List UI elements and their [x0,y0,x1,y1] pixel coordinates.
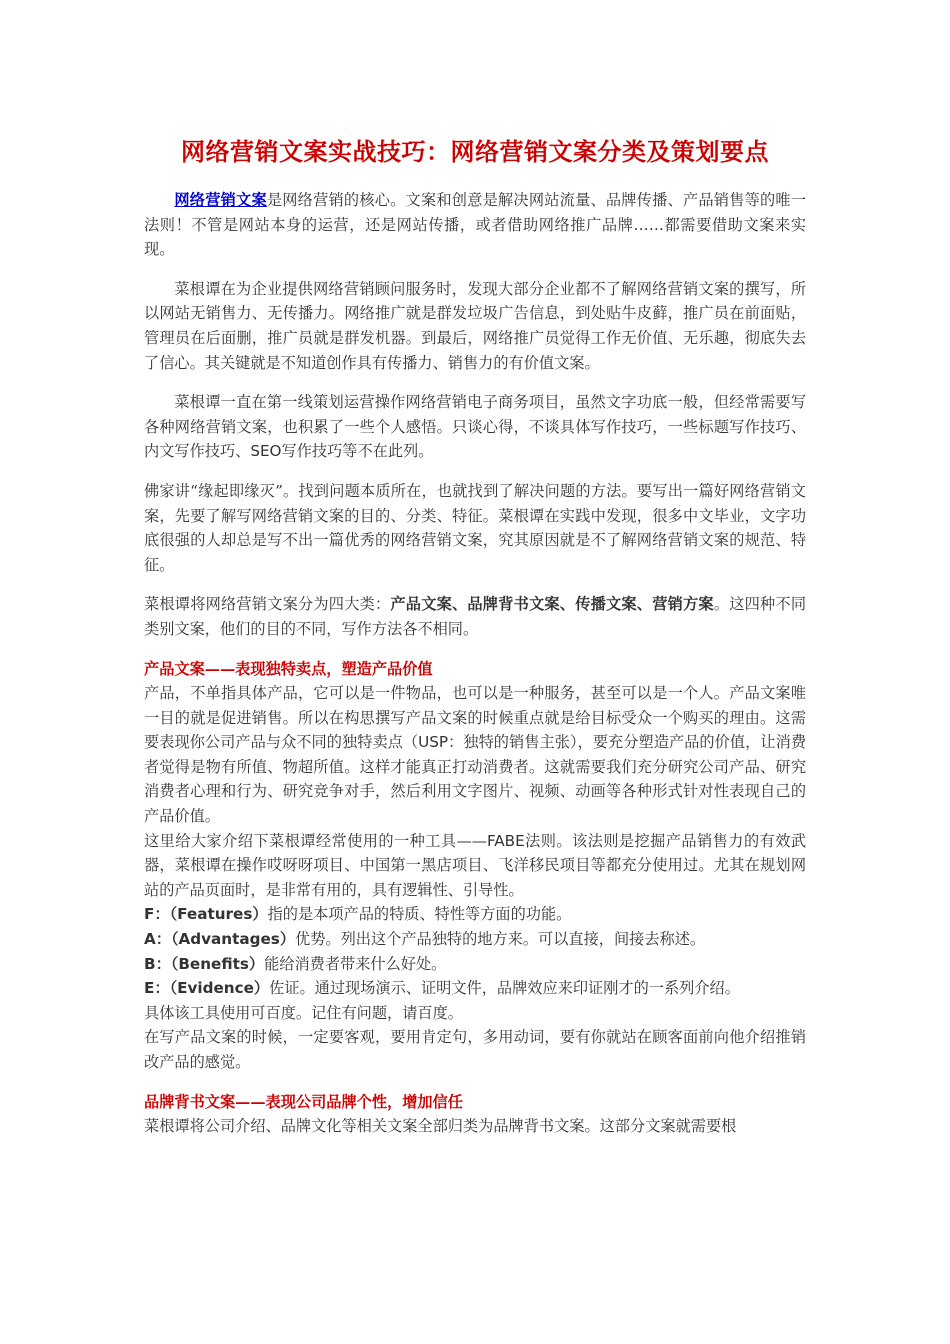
paragraph-product-definition [144,681,806,829]
paragraph-intro [144,188,806,262]
categories-bold-list: 产品文案、品牌背书文案、传播文案、营销方案 [390,595,714,614]
product-text-a: 产品，不单指具体产品，它可以是一件物品，也可以是一种服务，甚至可以是一个人。产品文案唯一目的就是促进销售。所以在构思撰写产品文案的时候重点就是给目标受众一个购买的理由。这需要表现你公司产品与众不同的独特卖点（ [144,684,806,752]
fabe-key-features: F：（Features） [144,905,268,924]
fabe-key-benefits: B：（Benefits） [144,954,265,973]
fabe-item-benefits [144,952,806,977]
fabe-text-b: 法则。该法则是挖掘产品销售力的有效武器，菜根谭在操作哎呀呀项目、中国第一黑店项目、飞洋移民项目等都充分使用过。尤其在规划网站的产品页面时，是非常有用的，具有逻辑性、引导性。 [144,831,807,899]
section-heading-brand-copy: 品牌背书文案——表现公司品牌个性，增加信任 [144,1092,463,1111]
fabe-desc-evidence: 佐证。通过现场演示、证明文件，品牌效应来印证刚才的一系列介绍。 [269,979,740,998]
document-page [144,132,806,1139]
paragraph-experience [144,390,806,464]
fabe-desc-advantages: 优势。列出这个产品独特的地方来。可以直接，间接去称述。 [295,930,706,949]
fabe-text-a: 这里给大家介绍下菜根谭经常使用的一种工具—— [144,831,487,850]
paragraph-categories-text-a: 菜根谭将网络营销文案分为四大类： [144,595,391,614]
paragraph-experience-text-b: 写作技巧等不在此列。 [281,442,434,461]
seo-term: SEO [250,442,282,461]
paragraph-buddhist: 佛家讲“缘起即缘灭”。找到问题本质所在，也就找到了解决问题的方法。要写出一篇好网络营销文案，先要了解写网络营销文案的目的、分类、特征。菜根谭在实践中发现，很多中文毕业，文字功底很强的人却总是写不出一篇优秀的网络营销文案，究其原因就是不了解网络营销文案的规范、特征。 [144,481,806,574]
fabe-key-evidence: E：（Evidence） [144,979,270,998]
fabe-item-advantages [144,927,806,952]
fabe-desc-benefits: 能给消费者带来什么好处。 [264,954,447,973]
paragraph-baidu-tip: 具体该工具使用可百度。记住有问题，请百度。 [144,1003,463,1022]
fabe-key-advantages: A：（Advantages） [144,930,296,949]
link-network-marketing-copy[interactable]: 网络营销文案 [174,191,267,209]
section-heading-product-copy: 产品文案——表现独特卖点，塑造产品价值 [144,659,433,678]
fabe-desc-features: 指的是本项产品的特质、特性等方面的功能。 [267,905,572,924]
paragraph-problem: 菜根谭在为企业提供网络营销顾问服务时，发现大部分企业都不了解网络营销文案的撰写，所以网站无销售力、无传播力。网络推广就是群发垃圾广告信息，到处贴牛皮藓，推广员在前面贴，管理员在后面删，推广员就是群发机器。到最后，网络推广员觉得工作无价值、无乐趣，彻底失去了信心。其关键就是不知道创作具有传播力、销售力的有价值文案。 [144,279,806,372]
paragraph-categories [144,592,806,641]
usp-term: USP [418,733,449,752]
paragraph-categories-text-b: 。这四种不同类别文案，他们的目的不同，写作方法各不相同。 [144,595,807,638]
paragraph-fabe-intro [144,829,806,903]
paragraph-brand-intro: 菜根谭将公司介绍、品牌文化等相关文案全部归类为品牌背书文案。这部分文案就需要根 [144,1117,737,1136]
fabe-item-evidence [144,976,806,1001]
paragraph-writing-advice: 在写产品文案的时候，一定要客观，要用肯定句，多用动词，要有你就站在顾客面前向他介绍推销改产品的感觉。 [144,1028,806,1071]
fabe-item-features [144,902,806,927]
fabe-term: FABE [486,831,525,850]
page-title: 网络营销文案实战技巧：网络营销文案分类及策划要点 [181,137,769,166]
paragraph-intro-text: 是网络营销的核心。文案和创意是解决网站流量、品牌传播、产品销售等的唯一法则！不管是网站本身的运营，还是网站传播，或者借助网络推广品牌……都需要借助文案来实现。 [144,191,807,259]
product-text-b: ：独特的销售主张），要充分塑造产品的价值，让消费者觉得是物有所值、物超所值。这样才能真正打动消费者。这就需要我们充分研究公司产品、研究消费者心理和行为、研究竞争对手，然后利用文字图片、视频、动画等各种形式针对性表现自己的产品价值。 [144,733,807,826]
paragraph-experience-text-a: 菜根谭一直在第一线策划运营操作网络营销电子商务项目，虽然文字功底一般，但经常需要写各种网络营销文案，也积累了一些个人感悟。只谈心得，不谈具体写作技巧，一些标题写作技巧、内文写作技巧、 [144,393,806,461]
